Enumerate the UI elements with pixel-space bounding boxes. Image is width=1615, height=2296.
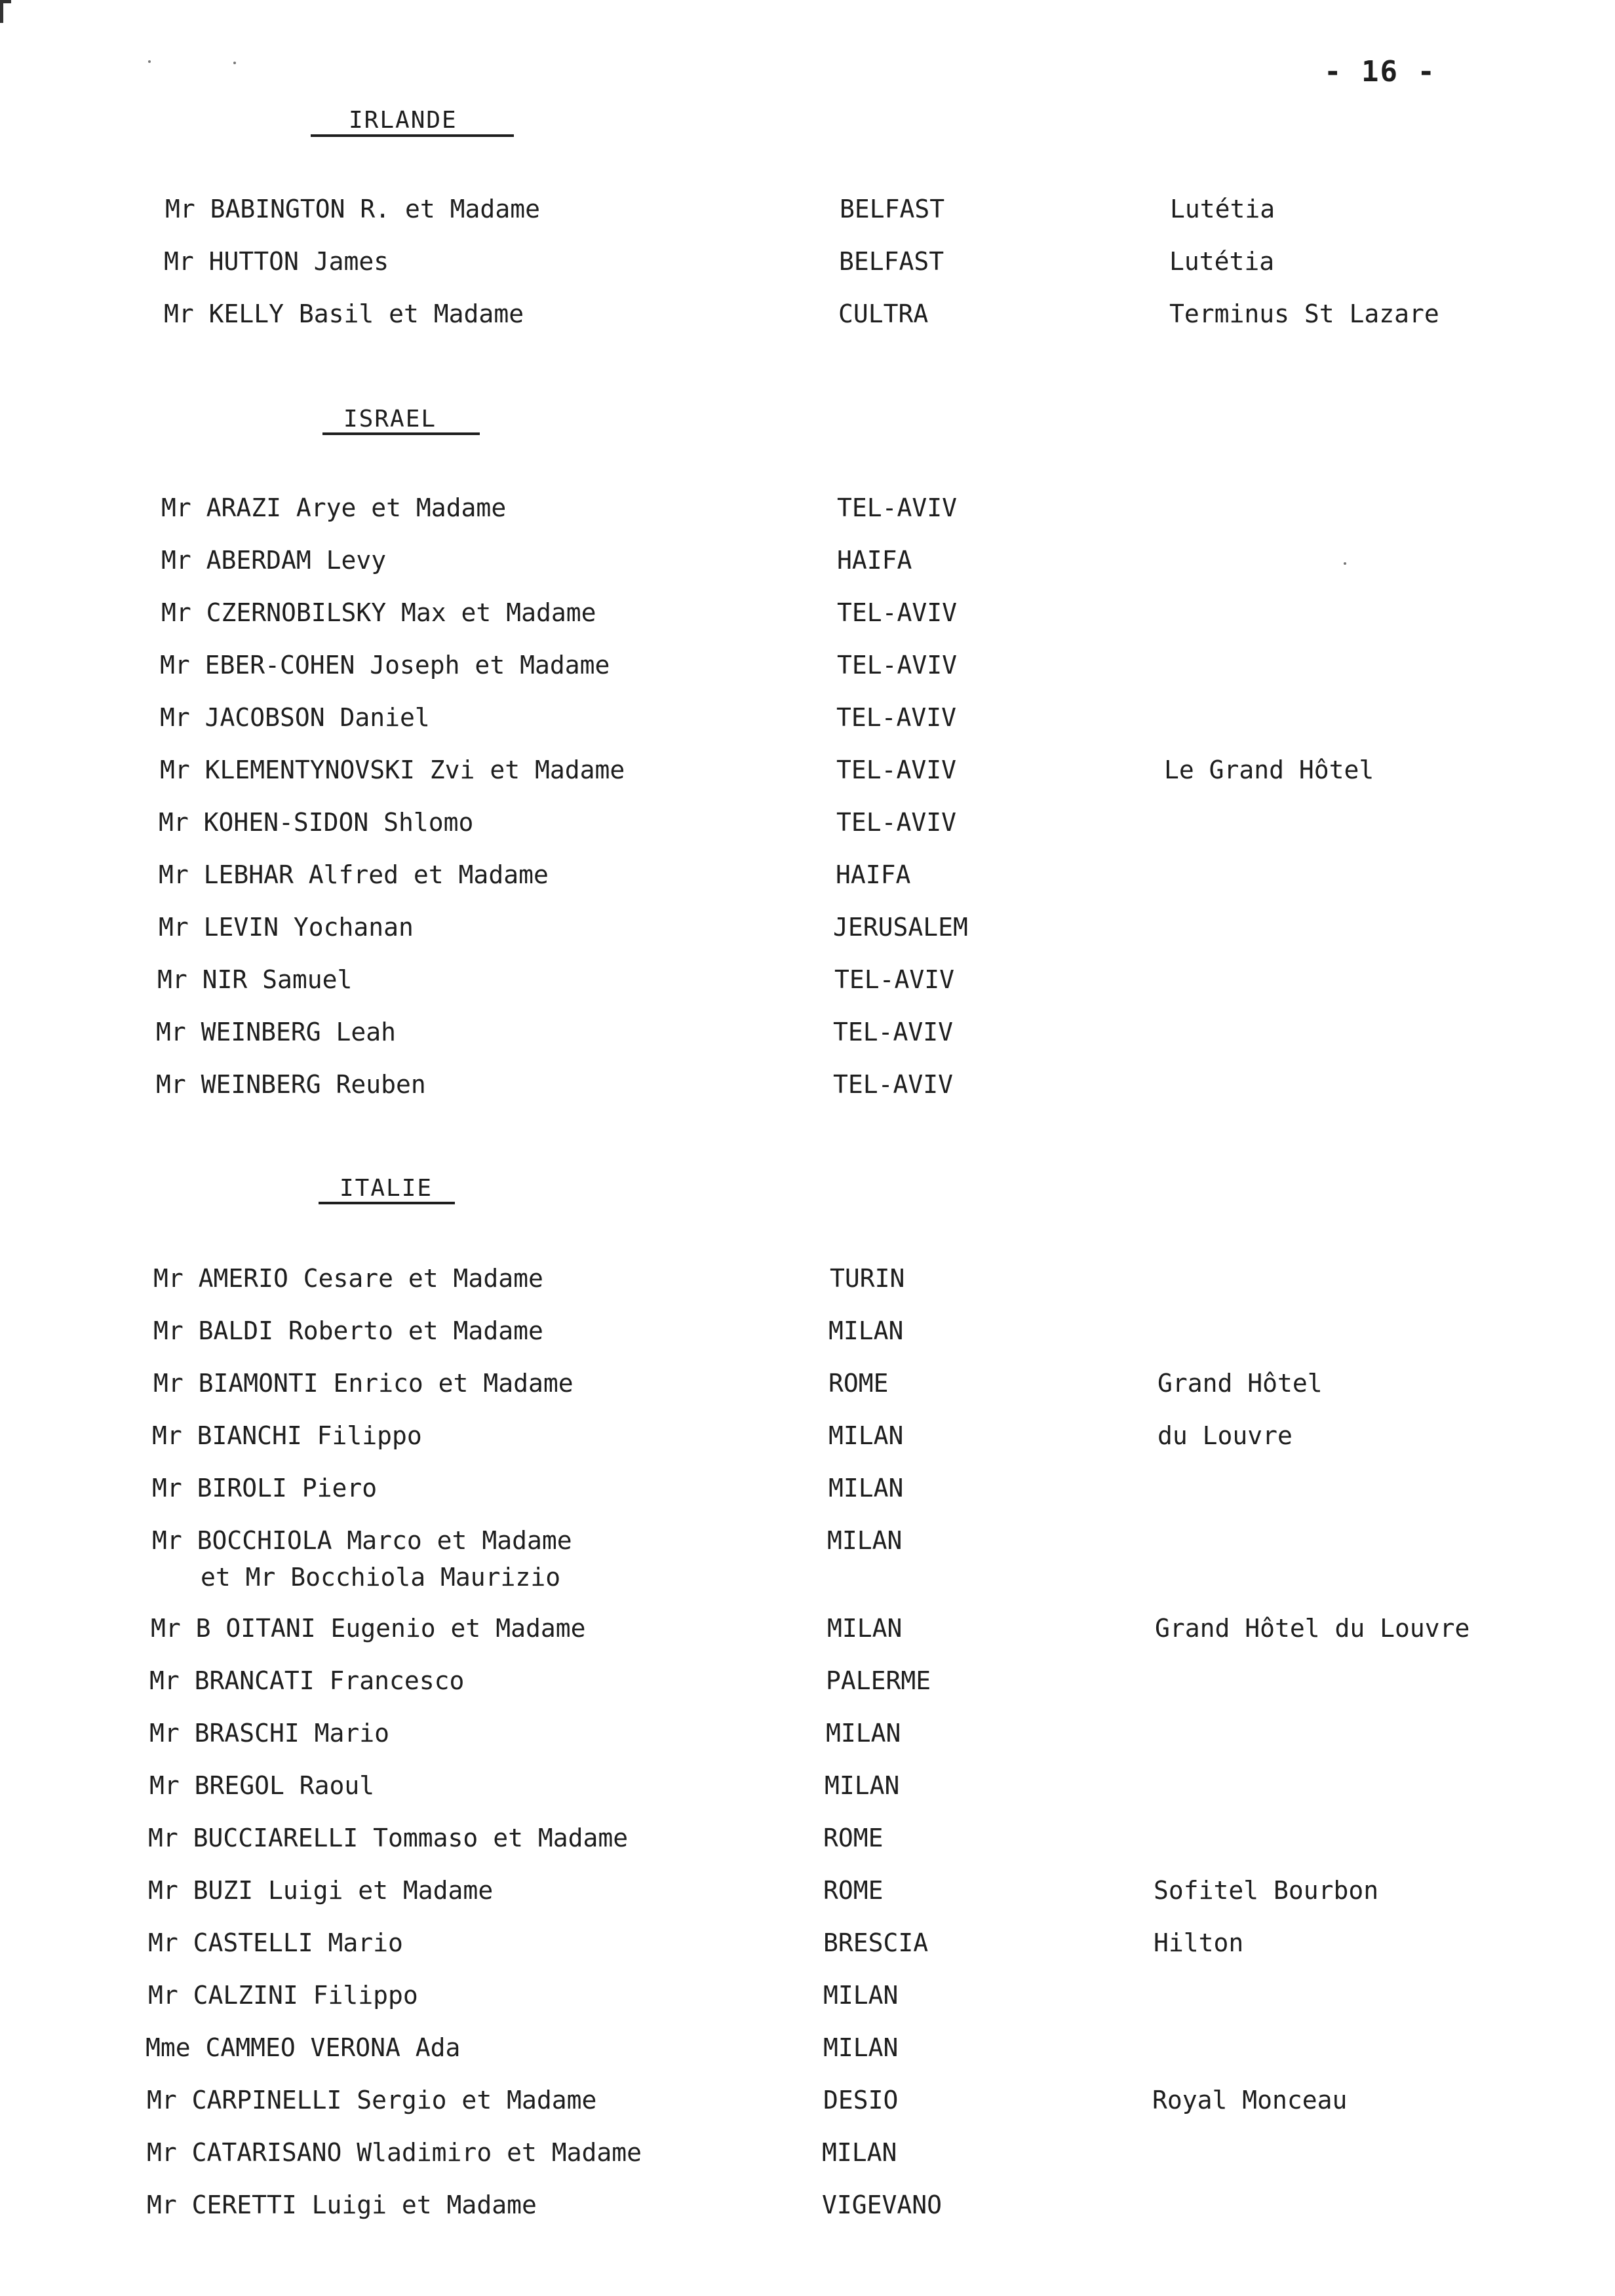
guest-city: CULTRA [838, 299, 929, 328]
list-item [0, 1476, 1615, 1515]
guest-city: TEL-AVIV [834, 965, 955, 994]
guest-name-continuation: et Mr Bocchiola Maurizio [201, 1563, 561, 1592]
guest-hotel: du Louvre [1158, 1421, 1293, 1450]
list-item [0, 2140, 1615, 2179]
guest-city: BELFAST [839, 247, 944, 276]
guest-name: Mr CATARISANO Wladimiro et Madame [147, 2138, 642, 2167]
guest-city: MILAN [827, 1526, 903, 1555]
guest-name: Mr CZERNOBILSKY Max et Madame [161, 598, 596, 627]
list-item [0, 1528, 1615, 1567]
section-underline [322, 432, 480, 435]
guest-hotel: Lutétia [1170, 195, 1275, 223]
section-title-israel: ISRAEL [343, 406, 437, 432]
guest-name: Mr KELLY Basil et Madame [164, 299, 524, 328]
guest-city: TEL-AVIV [837, 493, 958, 522]
guest-hotel: Royal Monceau [1152, 2086, 1348, 2114]
guest-hotel: Le Grand Hôtel [1164, 756, 1374, 784]
section-title-italie: ITALIE [340, 1175, 433, 1202]
list-item [0, 705, 1615, 744]
guest-name: Mr BUZI Luigi et Madame [148, 1876, 494, 1905]
guest-city: TEL-AVIV [837, 598, 958, 627]
list-item [0, 2088, 1615, 2127]
guest-name: Mr ARAZI Arye et Madame [161, 493, 507, 522]
guest-name: Mme CAMMEO VERONA Ada [146, 2033, 461, 2062]
list-item [0, 548, 1615, 587]
list-item [0, 1072, 1615, 1111]
guest-name: Mr LEVIN Yochanan [159, 913, 414, 942]
list-item [0, 1423, 1615, 1463]
list-item [0, 1721, 1615, 1760]
list-item [0, 1983, 1615, 2022]
guest-name: Mr NIR Samuel [157, 965, 353, 994]
guest-city: MILAN [822, 2138, 897, 2167]
guest-name: Mr AMERIO Cesare et Madame [153, 1264, 543, 1293]
list-item [0, 600, 1615, 640]
section-underline [319, 1202, 455, 1204]
scan-speck [233, 62, 236, 64]
guest-city: DESIO [823, 2086, 899, 2114]
guest-name: Mr JACOBSON Daniel [160, 703, 430, 732]
list-item [0, 1616, 1615, 1655]
list-item [0, 495, 1615, 535]
guest-hotel: Hilton [1154, 1928, 1244, 1957]
guest-city: HAIFA [836, 860, 911, 889]
guest-name: Mr KOHEN-SIDON Shlomo [159, 808, 474, 837]
list-item [0, 757, 1615, 797]
list-item [0, 1318, 1615, 1358]
guest-city: VIGEVANO [822, 2191, 943, 2219]
guest-city: BRESCIA [823, 1928, 929, 1957]
guest-city: MILAN [828, 1316, 904, 1345]
guest-hotel: Sofitel Bourbon [1154, 1876, 1379, 1905]
scan-corner-mark [0, 0, 11, 23]
list-item [0, 301, 1615, 341]
guest-name: Mr BIAMONTI Enrico et Madame [153, 1369, 574, 1398]
guest-city: PALERME [826, 1666, 931, 1695]
guest-name: Mr KLEMENTYNOVSKI Zvi et Madame [160, 756, 625, 784]
guest-name: Mr BREGOL Raoul [149, 1771, 375, 1800]
guest-hotel: Terminus St Lazare [1169, 299, 1439, 328]
guest-name: Mr LEBHAR Alfred et Madame [159, 860, 549, 889]
list-item [0, 2192, 1615, 2232]
list-item [0, 862, 1615, 902]
list-item [0, 2035, 1615, 2075]
guest-city: TEL-AVIV [833, 1070, 954, 1099]
guest-name: Mr BRANCATI Francesco [149, 1666, 465, 1695]
guest-city: MILAN [827, 1614, 903, 1643]
guest-name: Mr BIROLI Piero [152, 1474, 378, 1502]
guest-hotel: Grand Hôtel [1158, 1369, 1323, 1398]
guest-name: Mr BRASCHI Mario [149, 1719, 390, 1748]
guest-name: Mr EBER-COHEN Joseph et Madame [160, 651, 610, 679]
list-item [0, 249, 1615, 288]
list-item [0, 967, 1615, 1006]
list-item [0, 915, 1615, 954]
guest-hotel: Grand Hôtel du Louvre [1155, 1614, 1470, 1643]
list-item [0, 1773, 1615, 1812]
section-underline [311, 134, 514, 137]
guest-city: TEL-AVIV [833, 1018, 954, 1046]
guest-name: Mr WEINBERG Reuben [156, 1070, 426, 1099]
list-item [0, 1930, 1615, 1970]
list-item [0, 810, 1615, 849]
guest-name: Mr BUCCIARELLI Tommaso et Madame [148, 1824, 629, 1852]
list-item [0, 653, 1615, 692]
guest-name: Mr BOCCHIOLA Marco et Madame [152, 1526, 572, 1555]
guest-city: MILAN [823, 2033, 899, 2062]
guest-city: BELFAST [840, 195, 945, 223]
guest-name: Mr BALDI Roberto et Madame [153, 1316, 543, 1345]
guest-name: Mr ABERDAM Levy [161, 546, 387, 575]
guest-name: Mr CASTELLI Mario [148, 1928, 403, 1957]
list-item [0, 1020, 1615, 1059]
guest-name: Mr HUTTON James [164, 247, 389, 276]
guest-city: TEL-AVIV [836, 808, 957, 837]
guest-city: TURIN [830, 1264, 905, 1293]
page-number: - 16 - [1324, 55, 1436, 88]
guest-city: TEL-AVIV [836, 703, 957, 732]
list-item [0, 1668, 1615, 1708]
guest-city: TEL-AVIV [836, 756, 957, 784]
guest-city: MILAN [823, 1981, 899, 2010]
guest-city: MILAN [825, 1771, 900, 1800]
guest-city: ROME [823, 1824, 884, 1852]
list-item [0, 1826, 1615, 1865]
guest-city: JERUSALEM [833, 913, 968, 942]
guest-name: Mr CARPINELLI Sergio et Madame [147, 2086, 597, 2114]
list-item [0, 1266, 1615, 1305]
guest-city: MILAN [826, 1719, 901, 1748]
section-title-irlande: IRLANDE [349, 107, 457, 134]
guest-city: TEL-AVIV [837, 651, 958, 679]
guest-hotel: Lutétia [1169, 247, 1275, 276]
guest-city: MILAN [828, 1474, 904, 1502]
list-item [0, 1878, 1615, 1917]
guest-name: Mr CERETTI Luigi et Madame [147, 2191, 537, 2219]
guest-name: Mr CALZINI Filippo [148, 1981, 418, 2010]
guest-city: ROME [828, 1369, 889, 1398]
list-item [0, 1371, 1615, 1410]
guest-name: Mr WEINBERG Leah [156, 1018, 397, 1046]
guest-city: HAIFA [837, 546, 912, 575]
guest-name: Mr B OITANI Eugenio et Madame [151, 1614, 586, 1643]
guest-name: Mr BIANCHI Filippo [152, 1421, 422, 1450]
list-item [0, 197, 1615, 236]
guest-city: MILAN [828, 1421, 904, 1450]
guest-name: Mr BABINGTON R. et Madame [165, 195, 540, 223]
scan-speck [148, 60, 151, 63]
guest-city: ROME [823, 1876, 884, 1905]
